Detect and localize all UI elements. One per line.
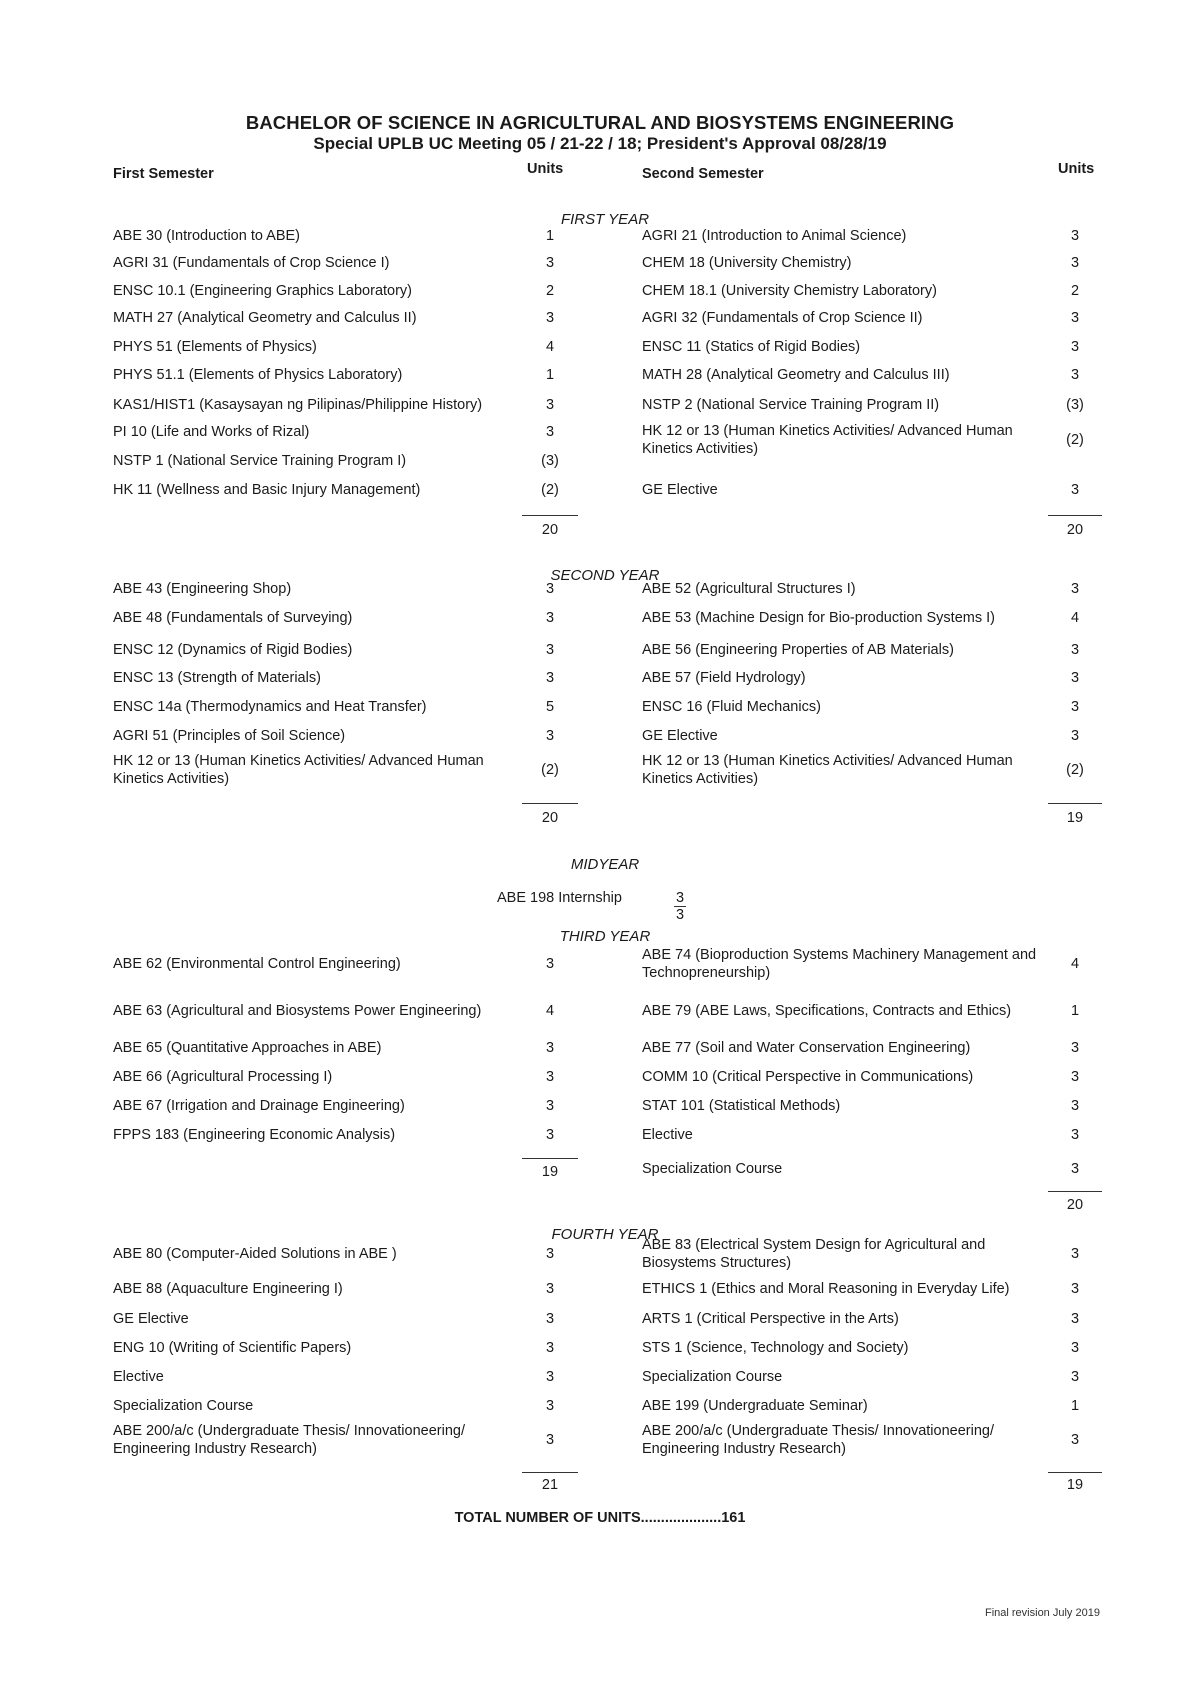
course-name: MATH 28 (Analytical Geometry and Calculus III) (642, 367, 950, 383)
course-units: 4 (1070, 956, 1080, 972)
course-units: 3 (1070, 1127, 1080, 1143)
course-units: 3 (545, 610, 555, 626)
year-label: THIRD YEAR (559, 928, 651, 945)
second-semester-header: Second Semester (642, 166, 764, 182)
course-name: ABE 48 (Fundamentals of Surveying) (113, 610, 353, 626)
course-name: Elective (113, 1369, 164, 1385)
midyear-units-value: 3 (675, 890, 685, 906)
course-units: 3 (1070, 642, 1080, 658)
semester-total: 20 (541, 810, 559, 826)
course-name: CHEM 18.1 (University Chemistry Laboratory) (642, 283, 937, 299)
course-name: PHYS 51.1 (Elements of Physics Laboratory) (113, 367, 403, 383)
course-name: ABE 62 (Environmental Control Engineering) (113, 956, 401, 972)
course-name: AGRI 51 (Principles of Soil Science) (113, 728, 346, 744)
course-name: HK 11 (Wellness and Basic Injury Management) (113, 482, 421, 498)
course-units: 3 (1070, 1432, 1080, 1448)
course-units: 5 (545, 699, 555, 715)
course-name: MATH 27 (Analytical Geometry and Calculus II) (113, 310, 417, 326)
course-name: HK 12 or 13 (Human Kinetics Activities/ Advanced Human Kinetics Activities) (113, 753, 484, 787)
course-units: 3 (545, 1040, 555, 1056)
course-name: PI 10 (Life and Works of Rizal) (113, 424, 310, 440)
course-units: 3 (1070, 728, 1080, 744)
course-name: ABE 43 (Engineering Shop) (113, 581, 292, 597)
course-name: ABE 30 (Introduction to ABE) (113, 228, 300, 244)
course-units: 3 (1070, 1040, 1080, 1056)
course-name: CHEM 18 (University Chemistry) (642, 255, 852, 271)
course-units: 3 (545, 1246, 555, 1262)
year-label: SECOND YEAR (550, 567, 660, 584)
course-units: (2) (541, 482, 559, 498)
course-units: (2) (541, 762, 559, 778)
course-units: 3 (545, 1127, 555, 1143)
course-units: 1 (1070, 1398, 1080, 1414)
course-name: ABE 66 (Agricultural Processing I) (113, 1069, 333, 1085)
course-name: Specialization Course (642, 1369, 783, 1385)
grand-total: TOTAL NUMBER OF UNITS....................161 (454, 1510, 746, 1526)
semester-total-rule (522, 803, 578, 804)
course-name: GE Elective (642, 482, 718, 498)
course-units: 3 (1070, 228, 1080, 244)
course-name: ABE 200/a/c (Undergraduate Thesis/ Innovationeering/ Engineering Industry Research) (113, 1423, 465, 1457)
semester-total-rule (1048, 515, 1102, 516)
course-units: 3 (545, 642, 555, 658)
course-units: 4 (545, 339, 555, 355)
units-header-left: Units (527, 161, 564, 177)
course-units: 3 (545, 1340, 555, 1356)
course-name: Specialization Course (642, 1161, 783, 1177)
semester-total-rule (522, 1472, 578, 1473)
course-units: 3 (1070, 699, 1080, 715)
course-units: 1 (1070, 1003, 1080, 1019)
course-name: STS 1 (Science, Technology and Society) (642, 1340, 909, 1356)
course-name: ABE 67 (Irrigation and Drainage Engineering) (113, 1098, 405, 1114)
course-name: ABE 57 (Field Hydrology) (642, 670, 806, 686)
course-units: 3 (1070, 482, 1080, 498)
course-name: HK 12 or 13 (Human Kinetics Activities/ Advanced Human Kinetics Activities) (642, 423, 1013, 457)
course-name: AGRI 32 (Fundamentals of Crop Science II) (642, 310, 923, 326)
course-name: ABE 79 (ABE Laws, Specifications, Contracts and Ethics) (642, 1003, 1012, 1019)
course-name: FPPS 183 (Engineering Economic Analysis) (113, 1127, 396, 1143)
semester-total: 19 (1066, 1477, 1084, 1493)
semester-total: 21 (541, 1477, 559, 1493)
course-name: ABE 65 (Quantitative Approaches in ABE) (113, 1040, 382, 1056)
semester-total: 20 (541, 522, 559, 538)
first-semester-header: First Semester (113, 166, 214, 182)
page-subtitle: Special UPLB UC Meeting 05 / 21-22 / 18; President's Approval 08/28/19 (313, 134, 887, 153)
course-name: ABE 200/a/c (Undergraduate Thesis/ Innovationeering/ Engineering Industry Research) (642, 1423, 994, 1457)
course-units: (3) (541, 453, 559, 469)
year-label: FIRST YEAR (560, 211, 650, 228)
course-units: 3 (1070, 339, 1080, 355)
semester-total-rule (522, 515, 578, 516)
course-name: ABE 63 (Agricultural and Biosystems Power Engineering) (113, 1003, 482, 1019)
course-name: Elective (642, 1127, 693, 1143)
semester-total: 19 (1066, 810, 1084, 826)
course-units: 2 (1070, 283, 1080, 299)
course-name: ENSC 11 (Statics of Rigid Bodies) (642, 339, 861, 355)
course-name: COMM 10 (Critical Perspective in Communications) (642, 1069, 974, 1085)
course-name: STAT 101 (Statistical Methods) (642, 1098, 841, 1114)
course-name: ABE 80 (Computer-Aided Solutions in ABE ) (113, 1246, 397, 1262)
course-name: GE Elective (113, 1311, 189, 1327)
course-units: 2 (545, 283, 555, 299)
semester-total: 20 (1066, 1197, 1084, 1213)
course-name: ENG 10 (Writing of Scientific Papers) (113, 1340, 352, 1356)
course-units: (2) (1066, 432, 1084, 448)
course-name: ABE 52 (Agricultural Structures I) (642, 581, 856, 597)
course-name: GE Elective (642, 728, 718, 744)
course-name: ENSC 12 (Dynamics of Rigid Bodies) (113, 642, 353, 658)
course-units: (2) (1066, 762, 1084, 778)
course-name: ENSC 16 (Fluid Mechanics) (642, 699, 821, 715)
course-name: KAS1/HIST1 (Kasaysayan ng Pilipinas/Philippine History) (113, 397, 483, 413)
course-units: 3 (545, 1398, 555, 1414)
midyear-total: 3 (675, 907, 685, 923)
course-name: AGRI 31 (Fundamentals of Crop Science I) (113, 255, 390, 271)
course-units: 3 (1070, 310, 1080, 326)
course-units: 3 (545, 397, 555, 413)
semester-total-rule (1048, 1472, 1102, 1473)
midyear-units (672, 890, 688, 907)
course-units: 3 (1070, 1246, 1080, 1262)
course-units: 3 (545, 1069, 555, 1085)
course-units: 3 (545, 670, 555, 686)
year-label: FOURTH YEAR (551, 1226, 659, 1243)
units-header-right: Units (1058, 161, 1095, 177)
course-units: 3 (1070, 1369, 1080, 1385)
midyear-course: ABE 198 Internship (497, 890, 622, 906)
midyear-label: MIDYEAR (570, 856, 640, 873)
course-units: 3 (1070, 1161, 1080, 1177)
course-units: 3 (1070, 670, 1080, 686)
course-units: 3 (1070, 367, 1080, 383)
course-units: 3 (1070, 1311, 1080, 1327)
course-units: 3 (545, 424, 555, 440)
course-units: 3 (545, 1432, 555, 1448)
course-name: ABE 83 (Electrical System Design for Agricultural and Biosystems Structures) (642, 1237, 986, 1271)
course-name: ENSC 13 (Strength of Materials) (113, 670, 321, 686)
course-units: 3 (1070, 1340, 1080, 1356)
course-name: ABE 74 (Bioproduction Systems Machinery Management and Technopreneurship) (642, 947, 1037, 981)
course-name: ENSC 10.1 (Engineering Graphics Laboratory) (113, 283, 413, 299)
course-name: Specialization Course (113, 1398, 254, 1414)
course-name: NSTP 2 (National Service Training Program II) (642, 397, 940, 413)
course-units: 3 (1070, 581, 1080, 597)
course-units: (3) (1066, 397, 1084, 413)
course-name: NSTP 1 (National Service Training Program I) (113, 453, 407, 469)
course-name: ETHICS 1 (Ethics and Moral Reasoning in Everyday Life) (642, 1281, 1010, 1297)
course-units: 3 (545, 728, 555, 744)
course-units: 3 (1070, 255, 1080, 271)
course-name: ARTS 1 (Critical Perspective in the Arts) (642, 1311, 899, 1327)
course-name: ENSC 14a (Thermodynamics and Heat Transfer) (113, 699, 427, 715)
course-units: 3 (545, 1311, 555, 1327)
course-units: 3 (1070, 1098, 1080, 1114)
course-units: 3 (1070, 1281, 1080, 1297)
course-units: 4 (1070, 610, 1080, 626)
semester-total-rule (1048, 803, 1102, 804)
semester-total: 20 (1066, 522, 1084, 538)
course-name: PHYS 51 (Elements of Physics) (113, 339, 317, 355)
course-units: 3 (545, 1281, 555, 1297)
course-units: 1 (545, 367, 555, 383)
course-name: ABE 199 (Undergraduate Seminar) (642, 1398, 868, 1414)
semester-total-rule (522, 1158, 578, 1159)
revision-footer: Final revision July 2019 (985, 1607, 1100, 1619)
course-units: 4 (545, 1003, 555, 1019)
course-units: 3 (1070, 1069, 1080, 1085)
course-name: AGRI 21 (Introduction to Animal Science) (642, 228, 907, 244)
page-title: BACHELOR OF SCIENCE IN AGRICULTURAL AND BIOSYSTEMS ENGINEERING (245, 112, 955, 133)
course-name: ABE 53 (Machine Design for Bio-production Systems I) (642, 610, 995, 626)
course-units: 3 (545, 581, 555, 597)
course-units: 3 (545, 310, 555, 326)
course-name: ABE 88 (Aquaculture Engineering I) (113, 1281, 343, 1297)
course-name: ABE 77 (Soil and Water Conservation Engineering) (642, 1040, 971, 1056)
course-units: 3 (545, 255, 555, 271)
course-units: 1 (545, 228, 555, 244)
course-units: 3 (545, 1098, 555, 1114)
semester-total: 19 (541, 1164, 559, 1180)
course-units: 3 (545, 956, 555, 972)
semester-total-rule (1048, 1191, 1102, 1192)
course-name: ABE 56 (Engineering Properties of AB Materials) (642, 642, 954, 658)
course-units: 3 (545, 1369, 555, 1385)
course-name: HK 12 or 13 (Human Kinetics Activities/ Advanced Human Kinetics Activities) (642, 753, 1013, 787)
